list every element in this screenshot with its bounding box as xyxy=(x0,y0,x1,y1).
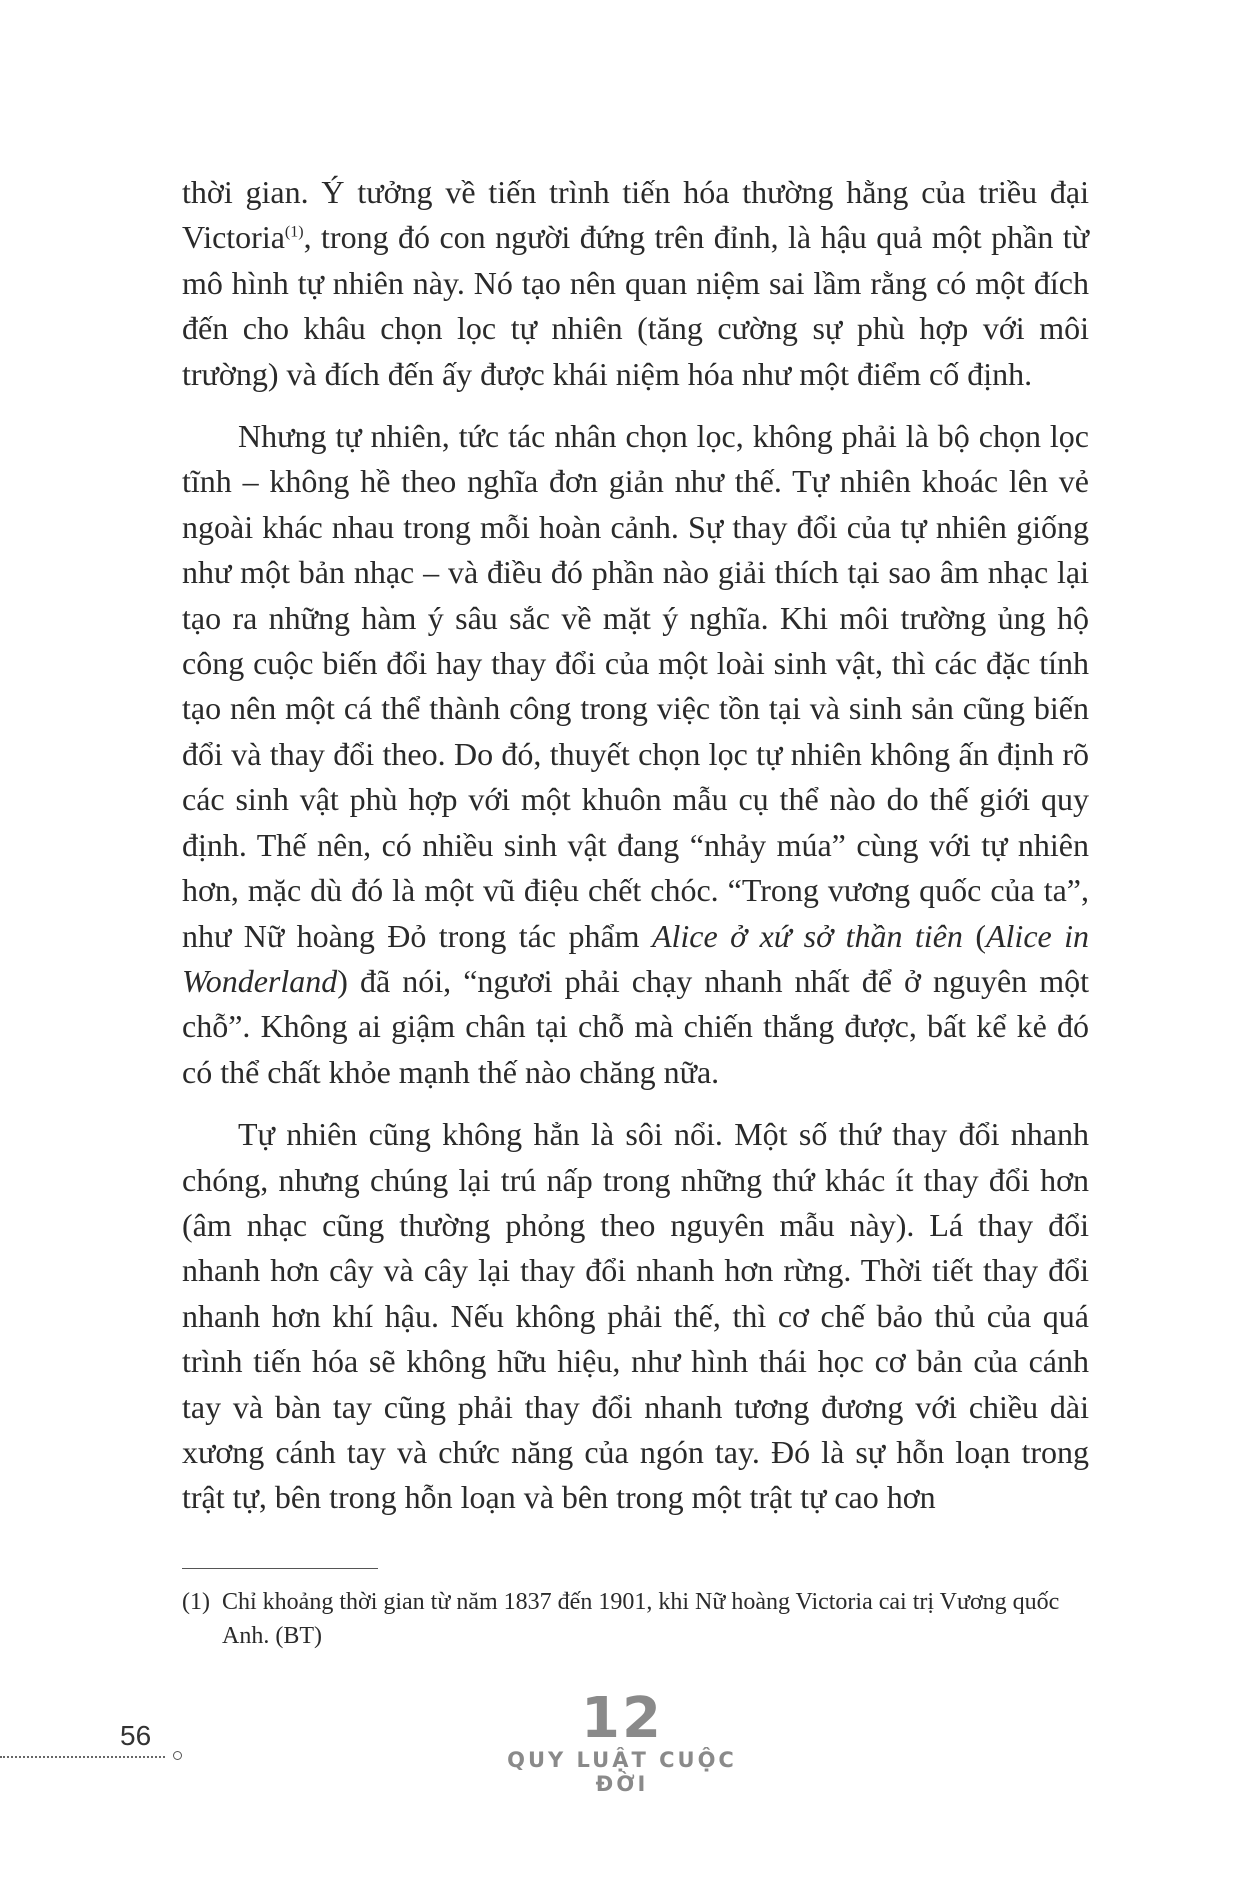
footnote-number: (1) xyxy=(182,1589,210,1615)
footnote-reference: (1) xyxy=(284,223,304,241)
book-logo-number: 12 xyxy=(581,1686,663,1751)
paragraph-1-text: thời gian. Ý tưởng về tiến trình tiến hóa thường hằng của triều đại Victoria xyxy=(182,174,1089,256)
paragraph-2-text-a: Nhưng tự nhiên, tức tác nhân chọn lọc, không phải là bộ chọn lọc tĩnh – không hề theo nghĩa đơn giản như thế. Tự nhiên khoác lên vẻ ngoài khác nhau trong mỗi hoàn cảnh. Sự thay đổi của tự nhiên giống như một bản nhạc – và điều đó phần nào giải thích tại sao âm nhạc lại tạo ra những hàm ý sâu sắc về mặt ý nghĩa. Khi môi trường ủng hộ công cuộc biến đổi hay thay đổi của một loài sinh vật, thì các đặc tính tạo nên một cá thể thành công trong việc tồn tại và sinh sản cũng biến đổi và thay đổi theo. Do đó, thuyết chọn lọc tự nhiên không ấn định rõ các sinh vật phù hợp với một khuôn mẫu cụ thể nào do thế giới quy định. Thế nên, có nhiều sinh vật đang “nhảy múa” cùng với tự nhiên hơn, mặc dù đó là một vũ điệu chết chóc. “Trong vương quốc của ta”, như Nữ hoàng Đỏ trong tác phẩm xyxy=(182,418,1089,954)
footnote-text: Chỉ khoảng thời gian từ năm 1837 đến 1901, khi Nữ hoàng Victoria cai trị Vương quốc Anh. (BT) xyxy=(222,1589,1060,1649)
paragraph-1 xyxy=(182,170,1089,397)
paragraph-2-text-b: ( xyxy=(962,917,986,954)
page-number: 56 xyxy=(120,1720,152,1751)
paragraph-1-text-rest: , trong đó con người đứng trên đỉnh, là hậu quả một phần từ mô hình tự nhiên này. Nó tạo nên quan niệm sai lầm rằng có một đích đến cho khâu chọn lọc tự nhiên (tăng cường sự phù hợp với môi trường) và đích đến ấy được khái niệm hóa như một điểm cố định. xyxy=(182,219,1089,392)
footnote xyxy=(182,1585,1089,1653)
book-title-vietnamese: Alice ở xứ sở thần tiên xyxy=(651,917,963,954)
paragraph-3 xyxy=(182,1112,1089,1521)
circle-ornament-icon xyxy=(173,1751,182,1760)
paragraph-3-text: Tự nhiên cũng không hẳn là sôi nổi. Một số thứ thay đổi nhanh chóng, nhưng chúng lại trú nấp trong những thứ khác ít thay đổi hơn (âm nhạc cũng thường phỏng theo nguyên mẫu này). Lá thay đổi nhanh hơn cây và cây lại thay đổi nhanh hơn rừng. Thời tiết thay đổi nhanh hơn khí hậu. Nếu không phải thế, thì cơ chế bảo thủ của quá trình tiến hóa sẽ không hữu hiệu, như hình thái học cơ bản của cánh tay và bàn tay cũng phải thay đổi nhanh tương đương với chiều dài xương cánh tay và chức năng của ngón tay. Đó là sự hỗn loạn trong trật tự, bên trong hỗn loạn và bên trong một trật tự cao hơn xyxy=(182,1116,1089,1516)
body-text xyxy=(182,170,1089,1538)
dotted-rule xyxy=(0,1756,165,1758)
paragraph-2 xyxy=(182,414,1089,1095)
book-title-english: Alice in Wonderland xyxy=(182,917,1090,999)
book-logo-title: QUY LUẬT CUỘC ĐỜI xyxy=(507,1748,737,1796)
footnote-divider xyxy=(182,1568,378,1569)
paragraph-2-text-c: ) đã nói, “ngươi phải chạy nhanh nhất để ở nguyên một chỗ”. Không ai giậm chân tại chỗ mà chiến thắng được, bất kể kẻ đó có thể chất khỏe mạnh thế nào chăng nữa. xyxy=(182,962,1089,1090)
